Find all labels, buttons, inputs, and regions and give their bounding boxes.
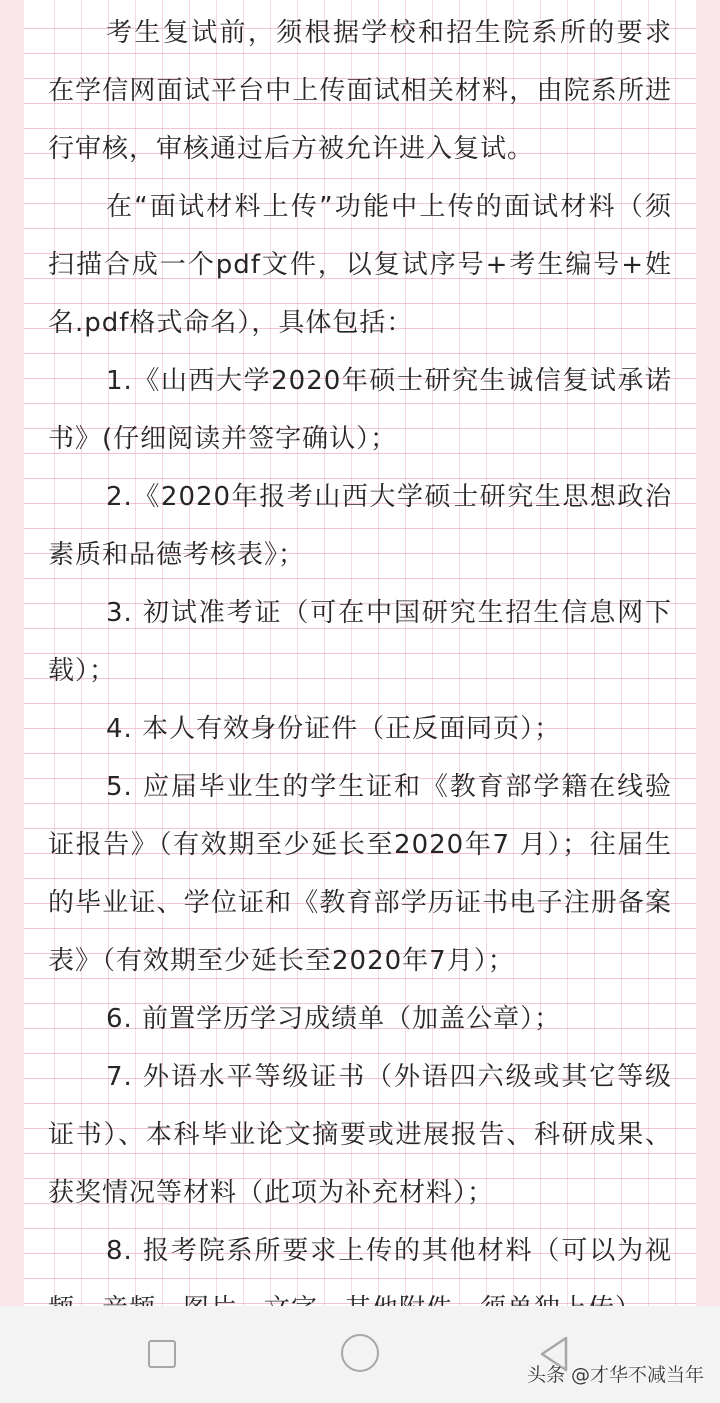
watermark: 头条 @才华不减当年 [526,1364,704,1386]
list-item: 3. 初试准考证（可在中国研究生招生信息网下载）； [48,598,672,686]
document-text [48,4,672,1338]
paragraph-intro: 考生复试前，须根据学校和招生院系所的要求在学信网面试平台中上传面试相关材料，由院系所进行审核，审核通过后方被允许进入复试。 [48,18,672,164]
list-item: 5. 应届毕业生的学生证和《教育部学籍在线验证报告》（有效期至少延长至2020年7 月）；往届生的毕业证、学位证和《教育部学历证书电子注册备案 表》（有效期至少延长至2020年7月）； [48,772,672,976]
list-item: 6. 前置学历学习成绩单（加盖公章）； [106,1004,562,1034]
list-item: 2.《2020年报考山西大学硕士研究生思想政治素质和品德考核表》； [48,482,672,570]
list-item: 7. 外语水平等级证书（外语四六级或其它等级证书）、本科毕业论文摘要或进展报告、科研成果、获奖情况等材料（此项为补充材料）； [48,1062,672,1208]
recent-apps-square-icon[interactable] [148,1340,176,1368]
list-item: 1.《山西大学2020年硕士研究生诚信复试承诺书》(仔细阅读并签字确认）； [48,366,672,454]
paragraph-materials: 在“面试材料上传”功能中上传的面试材料（须扫描合成一个pdf文件，以复试序号+考生编号+姓名.pdf格式命名），具体包括： [48,192,672,338]
list-item: 8. 报考院系所要求上传的其他材料（可以为视 [106,1236,672,1266]
list-item: 4. 本人有效身份证件（正反面同页）； [106,714,562,744]
home-circle-icon[interactable] [341,1334,379,1372]
navigation-bar [0,1306,720,1403]
